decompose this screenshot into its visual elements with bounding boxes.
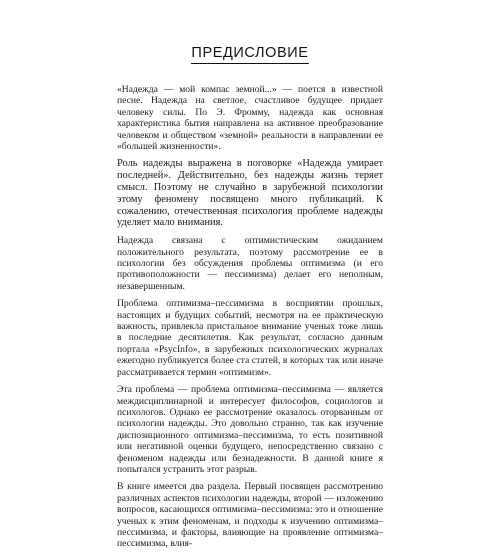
paragraph-4: Проблема оптимизма–пессимизма в восприятии прошлых, настоящих и будущих событий, несмотря на ее практическую важность, привлекла пристальное внимание ученых тоже лишь в последние десятилетия. Как результат, согласно данным портала «PsycInfo», в зарубежных психологических журналах ежегодно публикуется более ста статей, в которых так или иначе рассматривается термин «оптимизм».	[117, 298, 383, 378]
page-title-text: ПРЕДИСЛОВИЕ	[191, 44, 308, 64]
paragraph-1: «Надежда — мой компас земной...» — поется в известной песне. Надежда на светлое, счастливое будущее придает человеку силы. По Э. Фромму, надежда как основная характеристика бытия направлена на активное преобразование человеком и обществом «земной» реальности в направлении ее «большей жизненности».	[117, 84, 383, 153]
paragraph-3: Надежда связана с оптимистическим ожиданием положительного результата, поэтому рассмотрение ее в психологии без обсуждения проблемы оптимизма (и его противоположности — пессимизма) делает его неполным, незавершенным.	[117, 235, 383, 292]
paragraph-6: В книге имеется два раздела. Первый посвящен рассмотрению различных аспектов психологии надежды, второй — изложению вопросов, касающихся оптимизма–пессимизма: это и отношение ученых к этим феноменам, и подходы к изучению оптимизма–пессимизма, и факторы, влияющие на проявление оптимизма–пессимизма, влия-	[117, 481, 383, 550]
page-body	[117, 84, 383, 556]
page-title	[0, 44, 500, 64]
paragraph-5: Эта проблема — проблема оптимизма–пессимизма — является междисциплинарной и интересует философов, социологов и психологов. Однако ее рассмотрение оказалось оторванным от психологии надежды. Это довольно странно, так как изучение диспозиционного оптимизма–пессимизма, то есть позитивной или негативной оценки будущего, непосредственно связано с феноменом надежды или безнадежности. В данной книге я попытался устранить этот разрыв.	[117, 384, 383, 475]
paragraph-2: Роль надежды выражена в поговорке «Надежда умирает последней». Действительно, без надежды жизнь теряет смысл. Поэтому не случайно в зарубежной психологии этому феномену посвящено много публикаций. К сожалению, отечественная психология проблеме надежды уделяет мало внимания.	[117, 158, 383, 229]
